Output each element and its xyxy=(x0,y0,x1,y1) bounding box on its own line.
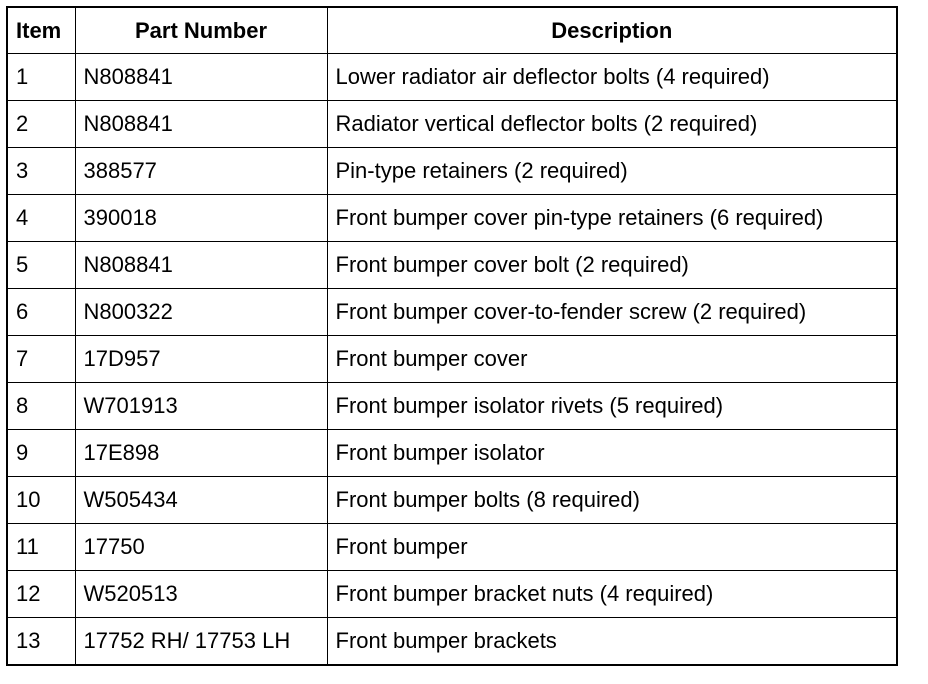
header-part-number: Part Number xyxy=(75,7,327,54)
header-row xyxy=(7,7,897,54)
part-number-cell: 17D957 xyxy=(75,336,327,383)
part-number-cell: N808841 xyxy=(75,54,327,101)
table-row xyxy=(7,383,897,430)
table-row xyxy=(7,148,897,195)
item-cell: 3 xyxy=(7,148,75,195)
item-cell: 1 xyxy=(7,54,75,101)
part-number-cell: 388577 xyxy=(75,148,327,195)
item-cell: 5 xyxy=(7,242,75,289)
description-cell: Front bumper isolator xyxy=(327,430,897,477)
description-cell: Front bumper cover xyxy=(327,336,897,383)
table-row xyxy=(7,242,897,289)
description-cell: Lower radiator air deflector bolts (4 required) xyxy=(327,54,897,101)
table-row xyxy=(7,289,897,336)
part-number-cell: N808841 xyxy=(75,101,327,148)
table-row xyxy=(7,618,897,666)
part-number-cell: W701913 xyxy=(75,383,327,430)
table-row xyxy=(7,101,897,148)
item-cell: 13 xyxy=(7,618,75,666)
part-number-cell: W505434 xyxy=(75,477,327,524)
table-header xyxy=(7,7,897,54)
table-row xyxy=(7,571,897,618)
header-item: Item xyxy=(7,7,75,54)
description-cell: Front bumper bracket nuts (4 required) xyxy=(327,571,897,618)
parts-table xyxy=(6,6,898,666)
item-cell: 4 xyxy=(7,195,75,242)
description-cell: Front bumper isolator rivets (5 required) xyxy=(327,383,897,430)
description-cell: Front bumper cover bolt (2 required) xyxy=(327,242,897,289)
table-row xyxy=(7,336,897,383)
part-number-cell: N808841 xyxy=(75,242,327,289)
table-row xyxy=(7,54,897,101)
item-cell: 9 xyxy=(7,430,75,477)
description-cell: Front bumper cover pin-type retainers (6 required) xyxy=(327,195,897,242)
item-cell: 10 xyxy=(7,477,75,524)
item-cell: 7 xyxy=(7,336,75,383)
table-row xyxy=(7,524,897,571)
description-cell: Radiator vertical deflector bolts (2 required) xyxy=(327,101,897,148)
part-number-cell: 390018 xyxy=(75,195,327,242)
part-number-cell: W520513 xyxy=(75,571,327,618)
part-number-cell: N800322 xyxy=(75,289,327,336)
description-cell: Front bumper cover-to-fender screw (2 required) xyxy=(327,289,897,336)
header-description: Description xyxy=(327,7,897,54)
item-cell: 12 xyxy=(7,571,75,618)
table-row xyxy=(7,477,897,524)
description-cell: Front bumper xyxy=(327,524,897,571)
description-cell: Pin-type retainers (2 required) xyxy=(327,148,897,195)
table-row xyxy=(7,430,897,477)
part-number-cell: 17752 RH/ 17753 LH xyxy=(75,618,327,666)
description-cell: Front bumper bolts (8 required) xyxy=(327,477,897,524)
item-cell: 8 xyxy=(7,383,75,430)
part-number-cell: 17750 xyxy=(75,524,327,571)
table-row xyxy=(7,195,897,242)
part-number-cell: 17E898 xyxy=(75,430,327,477)
description-cell: Front bumper brackets xyxy=(327,618,897,666)
table-body xyxy=(7,54,897,666)
item-cell: 11 xyxy=(7,524,75,571)
item-cell: 6 xyxy=(7,289,75,336)
item-cell: 2 xyxy=(7,101,75,148)
